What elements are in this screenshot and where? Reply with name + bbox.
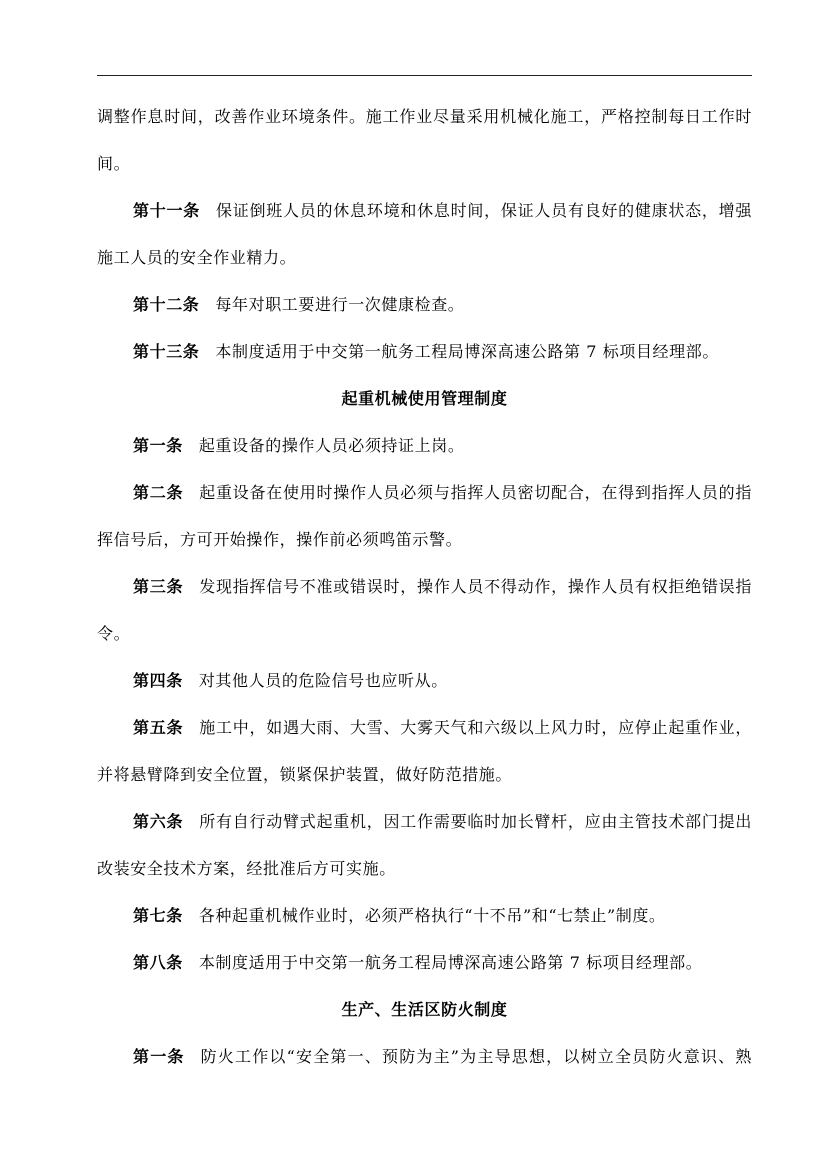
section-heading: 生产、生活区防火制度 — [341, 1000, 508, 1019]
paragraph-line — [97, 892, 752, 939]
article — [97, 281, 752, 328]
article — [97, 1033, 752, 1080]
article-label: 第十二条 — [133, 295, 200, 314]
article — [97, 422, 752, 469]
article-text: 保证倒班人员的休息环境和休息时间，保证人员有良好的健康状态，增强 — [216, 201, 752, 220]
document-body — [97, 93, 752, 1080]
paragraph-line: 并将悬臂降到安全位置，锁紧保护装置，做好防范措施。 — [97, 765, 513, 784]
article-text: 每年对职工要进行一次健康检查。 — [215, 295, 465, 314]
paragraph-line — [97, 328, 752, 375]
paragraph-line — [97, 563, 752, 610]
article — [97, 563, 752, 657]
paragraph-line — [97, 704, 752, 751]
article — [97, 798, 752, 892]
article-text: 起重设备的操作人员必须持证上岗。 — [198, 436, 465, 455]
paragraph-line: 施工人员的安全作业精力。 — [97, 248, 297, 267]
article — [97, 892, 752, 939]
paragraph-line: 挥信号后，方可开始操作，操作前必须鸣笛示警。 — [97, 530, 463, 549]
article-text: 所有自行动臂式起重机，因工作需要临时加长臂杆，应由主管技术部门提出 — [199, 812, 752, 831]
paragraph-line — [97, 939, 752, 986]
paragraph-line: 改装安全技术方案，经批准后方可实施。 — [97, 859, 396, 878]
article-label: 第四条 — [133, 671, 183, 690]
article-label: 第一条 — [133, 1047, 185, 1066]
article-text: 对其他人员的危险信号也应听从。 — [198, 671, 448, 690]
section-heading: 起重机械使用管理制度 — [341, 389, 508, 408]
paragraph-line — [97, 657, 752, 704]
paragraph-line: 间。 — [97, 154, 131, 173]
article-label: 第一条 — [133, 436, 183, 455]
article — [97, 939, 752, 986]
header-rule — [97, 75, 752, 76]
article — [97, 187, 752, 281]
article-label: 第五条 — [133, 718, 184, 737]
paragraph-line — [97, 798, 752, 845]
article-label: 第十一条 — [133, 201, 201, 220]
article-label: 第二条 — [133, 483, 184, 502]
article — [97, 704, 752, 798]
article-label: 第六条 — [133, 812, 184, 831]
paragraph-line: 令。 — [97, 624, 131, 643]
article-text: 起重设备在使用时操作人员必须与指挥人员密切配合，在得到指挥人员的指 — [199, 483, 752, 502]
article-label: 第七条 — [133, 906, 183, 925]
article-text: 防火工作以“安全第一、预防为主”为主导思想，以树立全员防火意识、熟 — [200, 1047, 752, 1066]
article-label: 第三条 — [133, 577, 184, 596]
paragraph-line — [97, 187, 752, 234]
article-text: 本制度适用于中交第一航务工程局博深高速公路第 7 标项目经理部。 — [215, 342, 719, 361]
article — [97, 657, 752, 704]
article — [97, 469, 752, 563]
article-text: 本制度适用于中交第一航务工程局博深高速公路第 7 标项目经理部。 — [198, 953, 703, 972]
continued-paragraph — [97, 93, 752, 187]
paragraph-line: 调整作息时间，改善作业环境条件。施工作业尽量采用机械化施工，严格控制每日工作时 — [97, 107, 752, 126]
paragraph-line — [97, 281, 752, 328]
paragraph-line — [97, 422, 752, 469]
paragraph-line — [97, 469, 752, 516]
paragraph-line — [97, 1033, 752, 1080]
article-label: 第八条 — [133, 953, 183, 972]
article-text: 施工中，如遇大雨、大雪、大雾天气和六级以上风力时，应停止起重作业， — [199, 718, 752, 737]
article-text: 发现指挥信号不准或错误时，操作人员不得动作，操作人员有权拒绝错误指 — [199, 577, 752, 596]
article-label: 第十三条 — [133, 342, 200, 361]
article — [97, 328, 752, 375]
article-text: 各种起重机械作业时，必须严格执行“十不吊”和“七禁止”制度。 — [198, 906, 666, 925]
